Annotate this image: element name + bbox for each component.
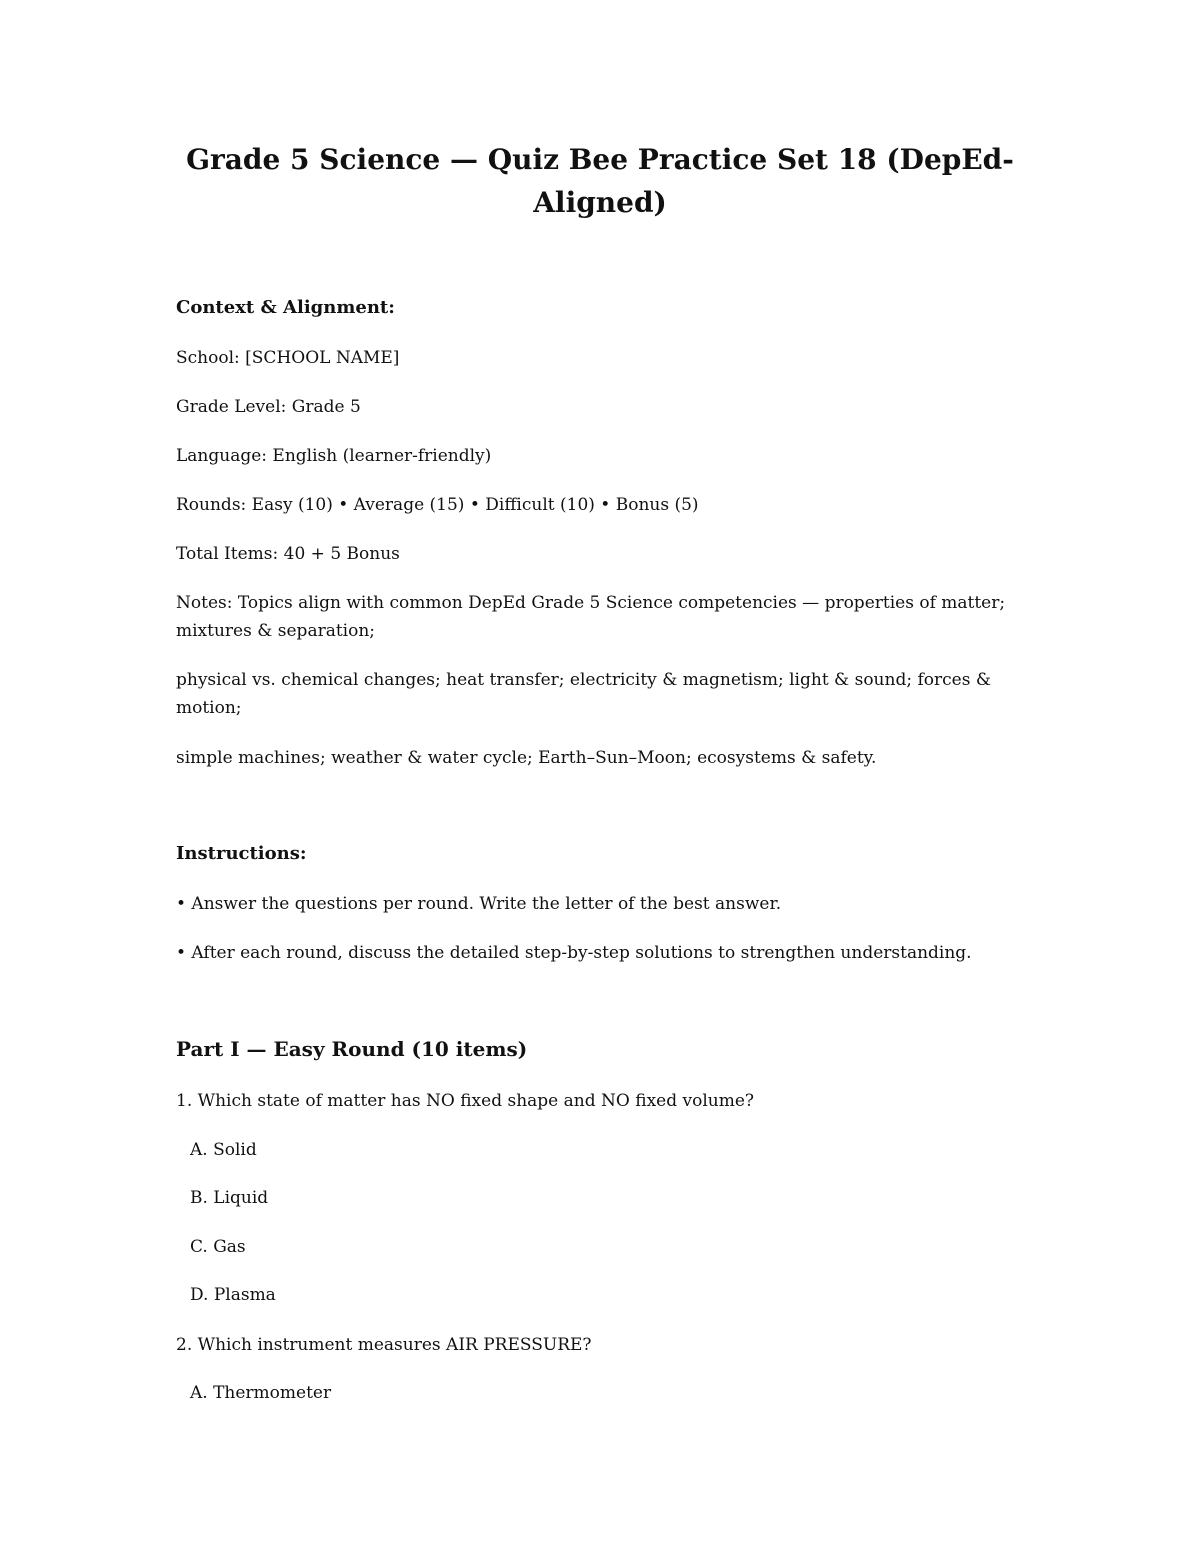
- context-heading: Context & Alignment:: [176, 297, 395, 318]
- notes-paragraph-1: Notes: Topics align with common DepEd Grade 5 Science competencies — properties of matter; mixtures & separation;: [176, 593, 1006, 641]
- school-line: School: [SCHOOL NAME]: [176, 348, 400, 368]
- total-items-line: Total Items: 40 + 5 Bonus: [176, 544, 400, 564]
- instructions-heading: Instructions:: [176, 843, 307, 864]
- grade-level-line: Grade Level: Grade 5: [176, 397, 361, 417]
- language-line: Language: English (learner-friendly): [176, 446, 492, 466]
- answer-option: D. Plasma: [190, 1285, 276, 1305]
- answer-option: C. Gas: [190, 1237, 246, 1257]
- rounds-line: Rounds: Easy (10) • Average (15) • Difficult (10) • Bonus (5): [176, 495, 699, 515]
- part-heading: Part I — Easy Round (10 items): [176, 1037, 528, 1061]
- notes-paragraph-2: physical vs. chemical changes; heat transfer; electricity & magnetism; light & sound; forces & motion;: [176, 670, 991, 718]
- answer-option: A. Thermometer: [190, 1383, 332, 1403]
- answer-option: A. Solid: [190, 1140, 257, 1160]
- answer-option: B. Liquid: [190, 1188, 269, 1208]
- question-text: 1. Which state of matter has NO fixed shape and NO fixed volume?: [176, 1091, 755, 1111]
- document-title: Grade 5 Science — Quiz Bee Practice Set 18 (DepEd-Aligned): [186, 143, 1014, 219]
- question-text: 2. Which instrument measures AIR PRESSURE?: [176, 1335, 592, 1355]
- instruction-item: • Answer the questions per round. Write the letter of the best answer.: [176, 894, 782, 914]
- instruction-item: • After each round, discuss the detailed step-by-step solutions to strengthen understanding.: [176, 943, 972, 963]
- notes-paragraph-3: simple machines; weather & water cycle; Earth–Sun–Moon; ecosystems & safety.: [176, 748, 877, 768]
